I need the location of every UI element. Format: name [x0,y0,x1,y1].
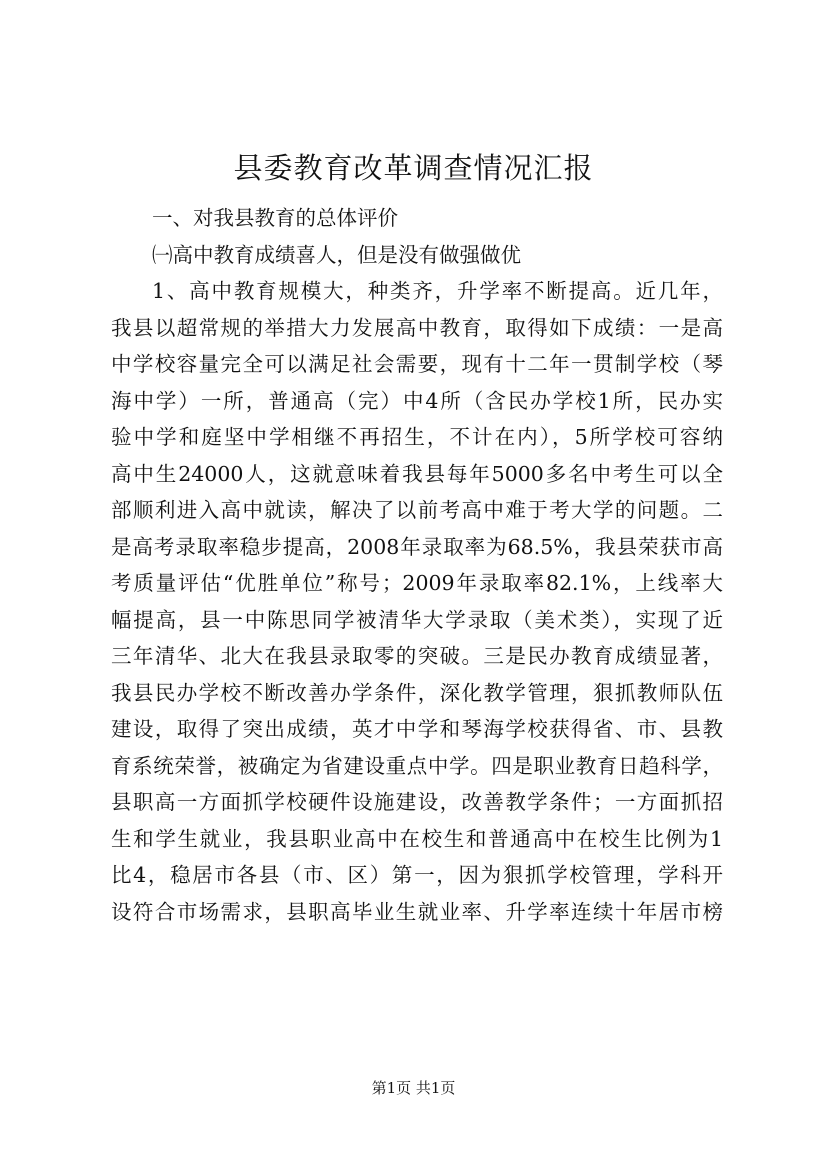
paragraph-line: 县职高一方面抓学校硬件设施建设，改善教学条件；一方面抓招 [111,790,723,814]
paragraph-line: 考质量评估“优胜单位”称号；2009年录取率82.1%，上线率大 [111,571,723,595]
section-heading: 一、对我县教育的总体评价 [152,206,398,230]
paragraph-line: 海中学）一所，普通高（完）中4所（含民办学校1所，民办实 [111,388,723,413]
paragraph-line: 部顺利进入高中就读，解决了以前考高中难于考大学的问题。二 [111,498,723,522]
paragraph-line: 是高考录取率稳步提高，2008年录取率为68.5%，我县荣获市高 [111,534,723,559]
paragraph-line: 验中学和庭坚中学相继不再招生，不计在内），5所学校可容纳 [111,425,723,449]
paragraph-line: 中学校容量完全可以满足社会需要，现有十二年一贯制学校（琴 [111,352,723,376]
paragraph-line: 育系统荣誉，被确定为省建设重点中学。四是职业教育日趋科学， [111,753,723,778]
document-body [111,200,723,930]
paragraph-line: 1、高中教育规模大，种类齐，升学率不断提高。近几年， [152,279,723,303]
paragraph-line: 我县以超常规的举措大力发展高中教育，取得如下成绩：一是高 [111,315,723,340]
paragraph-line: 比4，稳居市各县（市、区）第一，因为狠抓学校管理，学科开 [111,863,723,887]
paragraph-line: 设符合市场需求，县职高毕业生就业率、升学率连续十年居市榜 [111,899,723,924]
paragraph-line: 我县民办学校不断改善办学条件，深化教学管理，狠抓教师队伍 [111,680,723,705]
paragraph-line: 建设，取得了突出成绩，英才中学和琴海学校获得省、市、县教 [111,717,723,741]
document-title: 县委教育改革调查情况汇报 [233,151,594,185]
paragraph-line: 生和学生就业，我县职业高中在校生和普通高中在校生比例为1 [111,826,723,851]
paragraph-line: 三年清华、北大在我县录取零的突破。三是民办教育成绩显著， [111,644,723,668]
page-number-footer: 第1页 共1页 [371,1079,456,1097]
subsection-heading: ㈠高中教育成绩喜人，但是没有做强做优 [152,242,521,267]
paragraph-line: 高中生24000人，这就意味着我县每年5000多名中考生可以全 [111,461,723,486]
paragraph-line: 幅提高，县一中陈思同学被清华大学录取（美术类），实现了近 [111,607,723,632]
